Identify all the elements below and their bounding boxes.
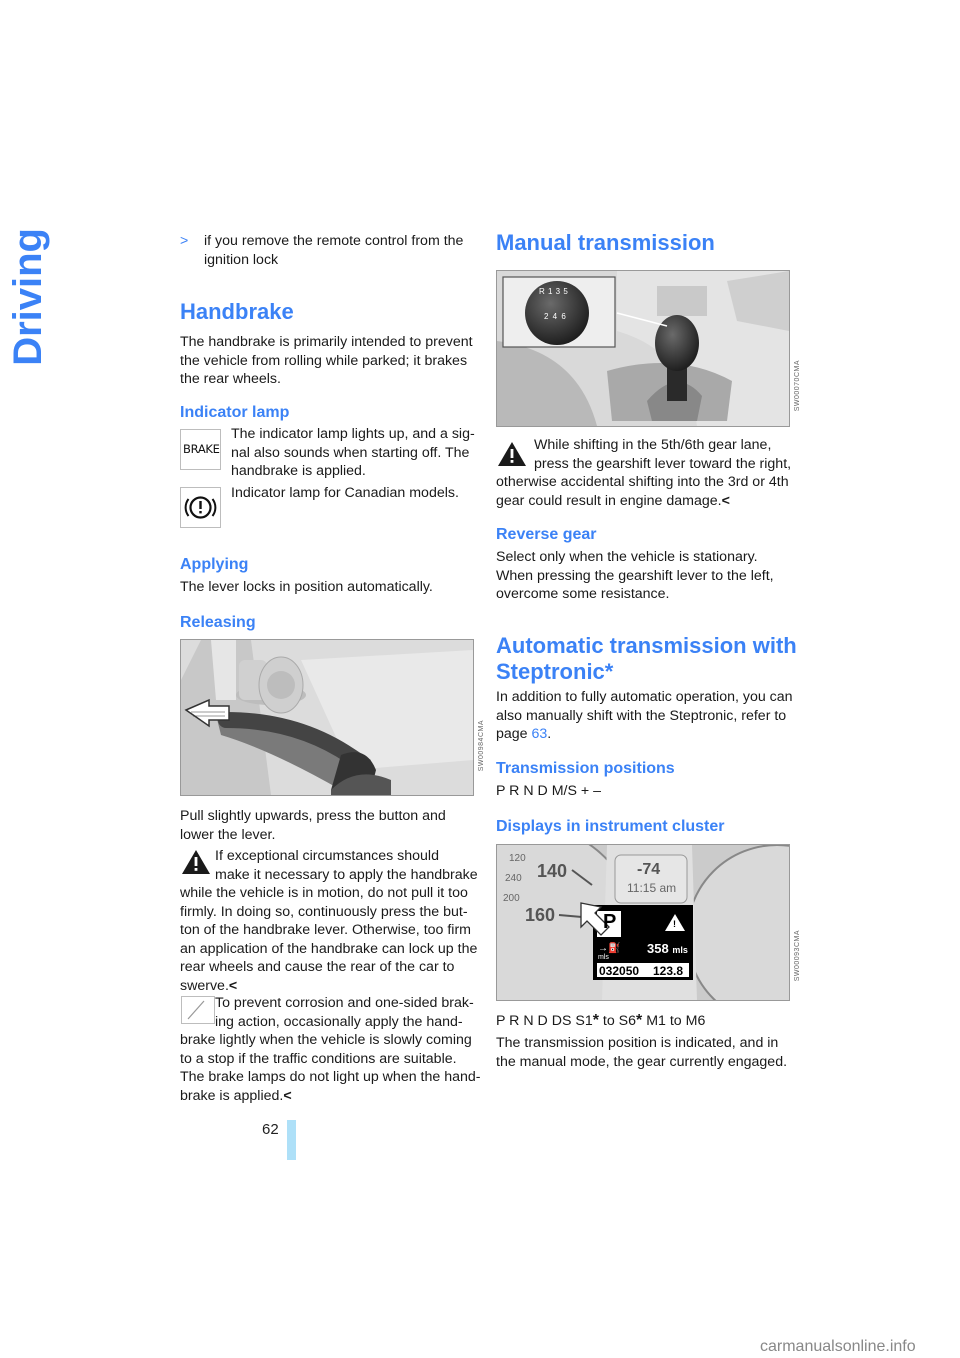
cluster-arrow-fuel-icon: →⛽ bbox=[598, 943, 621, 954]
cluster-photo-code: SW00093CMA bbox=[794, 930, 801, 982]
applying-text: The lever locks in position automatically. bbox=[180, 579, 433, 595]
option-star: * bbox=[592, 1012, 599, 1029]
option-star: * bbox=[636, 1012, 643, 1029]
heading-releasing: Releasing bbox=[180, 614, 256, 631]
cluster-speed-3: 120 bbox=[509, 853, 526, 864]
sequence-text: P R N D DS S1* to S6* M1 to M6 bbox=[496, 1012, 706, 1029]
bullet-item: > if you remove the remote control from the ignition lock bbox=[180, 233, 464, 268]
heading-handbrake: Handbrake bbox=[180, 299, 294, 324]
heading-reverse-gear: Reverse gear bbox=[496, 526, 597, 543]
bullet-marker: > bbox=[180, 233, 189, 249]
heading-applying: Applying bbox=[180, 556, 249, 573]
heading-automatic-transmission: Automatic transmission with Steptronic* bbox=[496, 633, 797, 684]
final-text: The transmission position is indicated, and in the manual mode, the gear currently engaged. bbox=[496, 1035, 788, 1070]
cluster-speed-1: 140 bbox=[537, 861, 568, 881]
cluster-speed-5: 200 bbox=[503, 893, 520, 904]
warning-text: If exceptional circumstances should make it necessary to apply the handbrake while the vehicle is in motion, do not pull it too firmly. In doing so, continuously press the but- ton of the handbrake lever. Otherwise, too firm an application of the handbrake can lock up the rear wheels and cause the rear of the car to swerve.< bbox=[180, 848, 478, 994]
indicator-text-1: The indicator lamp lights up, and a sig- nal also sounds when starting off. The handbrake is applied. bbox=[231, 426, 475, 479]
gearshift-photo-code: SW00070CMA bbox=[794, 360, 801, 412]
cluster-mls-label: mls bbox=[598, 954, 609, 961]
circle-exclamation-icon bbox=[181, 488, 220, 527]
cluster-time: 11:15 am bbox=[627, 881, 677, 895]
cluster-speed-2: 160 bbox=[525, 905, 556, 925]
cluster-range: 358 mls bbox=[647, 941, 688, 956]
positions-text: P R N D M/S + – bbox=[496, 783, 601, 799]
end-mark: < bbox=[283, 1087, 292, 1104]
brake-indicator-icon: BRAKE bbox=[180, 429, 221, 470]
pull-text: Pull slightly upwards, press the button and lower the lever. bbox=[180, 808, 446, 843]
end-mark: < bbox=[228, 977, 238, 994]
heading-indicator-lamp: Indicator lamp bbox=[180, 404, 290, 421]
section-title: Driving bbox=[6, 228, 50, 366]
shift-warning-text: While shifting in the 5th/6th gear lane, press the gearshift lever toward the right, otherwise accidental shifting into the 3rd or 4th gear could result in engine damage.< bbox=[496, 437, 792, 509]
page-link-63[interactable]: 63 bbox=[531, 726, 548, 742]
cluster-speed-4: 240 bbox=[505, 873, 522, 884]
gear-pattern-top: R 1 3 5 bbox=[539, 287, 569, 296]
end-mark: < bbox=[721, 492, 730, 509]
photo-code: SW00984CMA bbox=[478, 720, 485, 772]
handbrake-intro: The handbrake is primarily intended to prevent the vehicle from rolling while parked; it brakes the rear wheels. bbox=[180, 334, 473, 387]
indicator-text-2: Indicator lamp for Canadian models. bbox=[231, 485, 459, 501]
page-number: 62 bbox=[262, 1121, 279, 1138]
heading-transmission-positions: Transmission positions bbox=[496, 760, 675, 777]
cluster-gear-p: P bbox=[603, 911, 617, 933]
handbrake-photo bbox=[180, 639, 474, 796]
cluster-trip: 123.8 bbox=[653, 964, 684, 978]
heading-manual-transmission: Manual transmission bbox=[496, 230, 715, 255]
handbrake-illustration bbox=[181, 640, 473, 795]
cluster-odometer: 032050 bbox=[599, 964, 640, 978]
cluster-warning-mark: ! bbox=[673, 919, 676, 929]
note-text: To prevent corrosion and one-sided brak- ing action, occasionally apply the hand- brake lightly when the vehicle is slowly coming to a stop if the traffic conditions are suitable. The brake lamps do not light up when the hand- brake is applied.< bbox=[180, 995, 481, 1104]
reverse-text: Select only when the vehicle is stationary. When pressing the gearshift lever to the left, overcome some resistance. bbox=[496, 549, 774, 602]
canadian-brake-indicator-icon bbox=[180, 487, 221, 528]
auto-text: In addition to fully automatic operation, you can also manually shift with the Steptronic, refer to page 63. bbox=[496, 689, 793, 742]
heading-displays-cluster: Displays in instrument cluster bbox=[496, 818, 725, 835]
cluster-temp: -74 bbox=[637, 861, 661, 878]
gear-pattern-bottom: 2 4 6 bbox=[544, 312, 567, 321]
page-marker-bar bbox=[287, 1120, 296, 1160]
instrument-cluster-photo bbox=[496, 844, 790, 1001]
gearshift-photo bbox=[496, 270, 790, 427]
footer-watermark: carmanualsonline.info bbox=[760, 1338, 916, 1355]
